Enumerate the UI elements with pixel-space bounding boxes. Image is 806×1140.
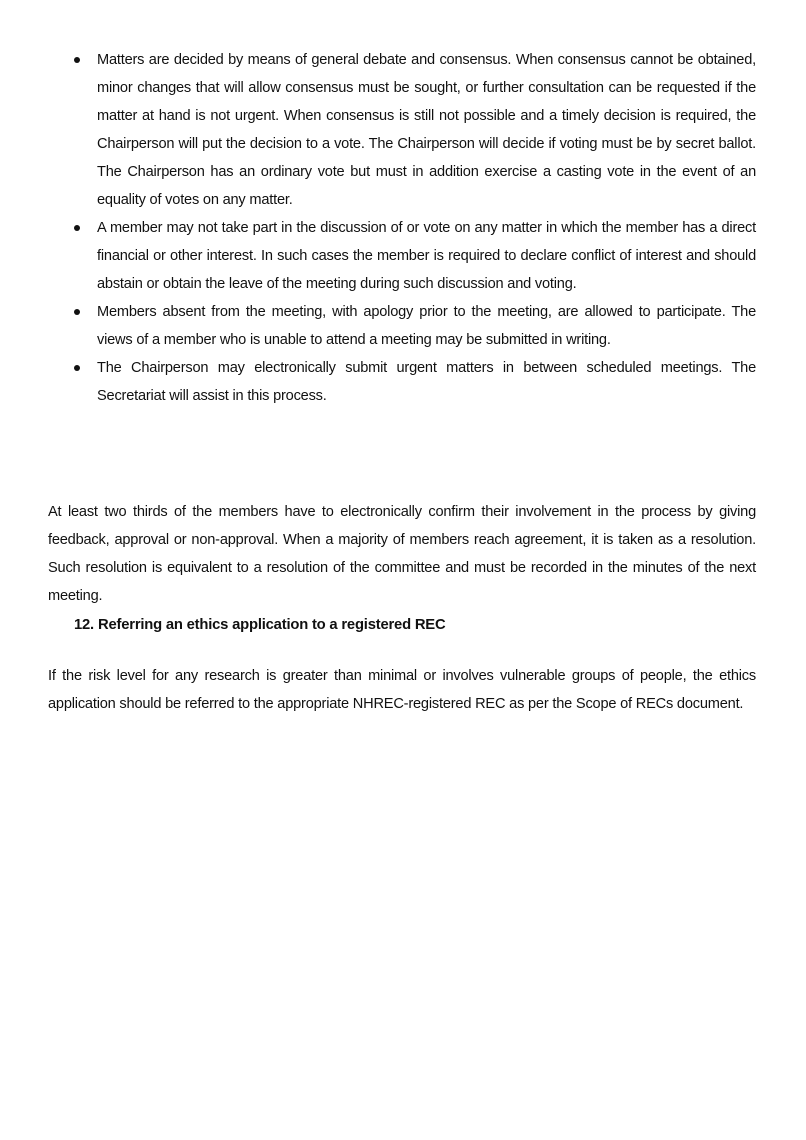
bullet-icon bbox=[74, 57, 80, 63]
electronic-resolution-paragraph: At least two thirds of the members have to electronically confirm their involvement in the process by giving feedback, approval or non-approval. When a majority of members reach agreement, it is taken as a resolution. Such resolution is equivalent to a resolution of the committee and must be recorded in the minutes of the next meeting. bbox=[48, 503, 756, 604]
bullet-icon bbox=[74, 365, 80, 371]
section-number: 12. bbox=[74, 617, 94, 633]
bullet-icon bbox=[74, 309, 80, 315]
section-title: Referring an ethics application to a registered REC bbox=[97, 617, 446, 633]
meeting-rules-list bbox=[70, 46, 756, 410]
list-item-text: Matters are decided by means of general debate and consensus. When consensus cannot be obtained, minor changes that will allow consensus must be sought, or further consultation can be requested if the matter at hand is not urgent. When consensus is still not possible and a timely decision is required, the Chairperson will put the decision to a vote. The Chairperson will decide if voting must be by secret ballot. The Chairperson has an ordinary vote but must in addition exercise a casting vote in the event of an equality of votes on any matter. bbox=[97, 52, 756, 208]
list-item bbox=[70, 214, 756, 298]
bullet-icon bbox=[74, 225, 80, 231]
list-item-text: A member may not take part in the discussion of or vote on any matter in which the member has a direct financial or other interest. In such cases the member is required to declare conflict of interest and should abstain or obtain the leave of the meeting during such discussion and voting. bbox=[97, 220, 756, 292]
list-item bbox=[70, 46, 756, 214]
list-item bbox=[70, 298, 756, 354]
section-body-paragraph: If the risk level for any research is greater than minimal or involves vulnerable groups of people, the ethics application should be referred to the appropriate NHREC-registered REC as per the Scope of RECs document. bbox=[48, 667, 756, 712]
list-item-text: Members absent from the meeting, with apology prior to the meeting, are allowed to participate. The views of a member who is unable to attend a meeting may be submitted in writing. bbox=[97, 304, 756, 348]
list-item-text: The Chairperson may electronically submit urgent matters in between scheduled meetings. The Secretariat will assist in this process. bbox=[97, 360, 756, 404]
section-heading bbox=[74, 611, 445, 639]
list-item bbox=[70, 354, 756, 410]
